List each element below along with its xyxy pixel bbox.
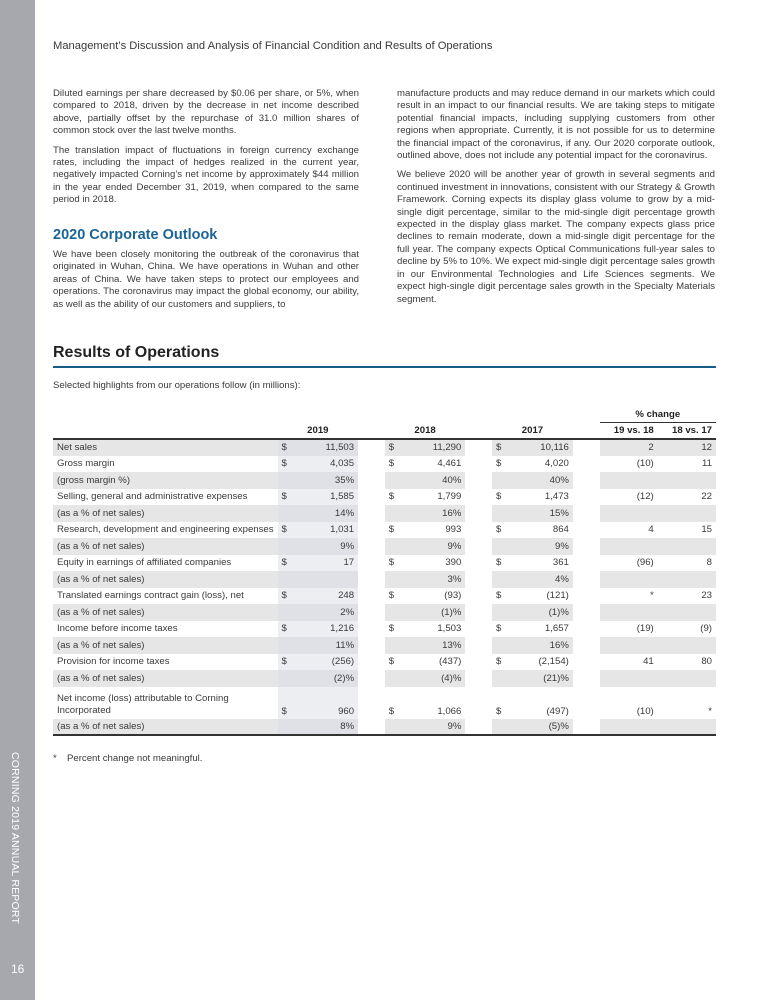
table-row <box>53 522 716 539</box>
change-19vs18: (19) <box>636 623 654 635</box>
results-table <box>53 406 716 736</box>
value-2017: 1,657 <box>544 623 569 635</box>
change-19vs18: (10) <box>636 458 654 470</box>
col-header-19vs18: 19 vs. 18 <box>600 423 658 440</box>
table-row <box>53 555 716 572</box>
value-2018: 1,503 <box>437 623 462 635</box>
value-2018: (1)% <box>404 604 466 621</box>
change-19vs18: 4 <box>648 524 654 536</box>
change-19vs18 <box>600 604 658 621</box>
page-number: 16 <box>11 962 25 976</box>
value-2017: 40% <box>511 472 573 489</box>
currency-2018: $ <box>388 705 395 717</box>
value-2019: 1,585 <box>297 489 359 506</box>
paragraph: Diluted earnings per share decreased by $0.06 per share, or 5%, when compared to 2018, driven by the decrease in net income described above, partially offset by the repurchase of 31.0 million shares of common stock over the last twelve months. <box>53 88 359 137</box>
value-2019: 960 <box>297 687 359 719</box>
value-2017: 15% <box>511 505 573 522</box>
value-2019: 11% <box>297 637 359 654</box>
footnote-text: Percent change not meaningful. <box>67 753 203 764</box>
value-2019: 14% <box>297 505 359 522</box>
table-row <box>53 456 716 473</box>
value-2019: 1,216 <box>297 621 359 638</box>
value-2017: (121) <box>546 590 569 602</box>
currency-2017: $ <box>496 458 502 470</box>
currency-2017: $ <box>496 590 502 602</box>
value-2019: (256) <box>297 654 359 671</box>
table-row <box>53 719 716 736</box>
table-row <box>53 621 716 638</box>
value-2018: 11,290 <box>404 439 466 456</box>
currency-2017: $ <box>496 656 502 668</box>
currency-2017 <box>492 571 511 588</box>
row-label: (as a % of net sales) <box>53 505 278 522</box>
change-18vs17 <box>658 719 716 736</box>
value-2017: 4,020 <box>544 458 569 470</box>
table-row <box>53 538 716 555</box>
change-18vs17: 8 <box>706 557 712 569</box>
paragraph: manufacture products and may reduce demand in our markets which could result in an impact to our financial results. We are taking steps to mitigate potential financial impacts, including supplying customers from other regions when appropriate. Currently, it is not possible for us to determine the financial impact of the coronavirus, if any. Our 2020 corporate outlook, outlined above, does not include any potential impact for the coronavirus. <box>397 88 715 162</box>
row-label: Selling, general and administrative expenses <box>57 491 248 503</box>
value-2019: 1,031 <box>297 522 359 539</box>
row-label: Equity in earnings of affiliated companies <box>57 557 232 569</box>
value-2019: 35% <box>297 472 359 489</box>
report-title: CORNING 2019 ANNUAL REPORT <box>9 752 21 925</box>
row-label: (as a % of net sales) <box>53 637 278 654</box>
left-column <box>53 88 359 318</box>
value-2019: (2)% <box>297 670 359 687</box>
value-2017: (21)% <box>511 670 573 687</box>
value-2018: 13% <box>404 637 466 654</box>
paragraph: We believe 2020 will be another year of growth in several segments and continued investment in innovations, consistent with our Strategy & Growth Framework. Corning expects its display glass volume to grow by a mid-single digit percentage, similar to the mid-single digit percentage growth expected in the display glass market. The company expects glass price declines to remain moderate, down a mid-single digit percentage for the full year. The company expects Optical Communications full-year sales to decline by 5% to 10%. We expect mid-single digit percentage sales growth in our Environmental Technologies and Life Sciences segments. We expect high-single digit percentage sales growth in the Specialty Materials segment. <box>397 169 715 305</box>
currency-2019 <box>278 538 297 555</box>
value-2019: 17 <box>297 555 359 572</box>
value-2018: (437) <box>438 656 462 668</box>
currency-2019 <box>278 670 297 687</box>
right-column <box>397 88 715 313</box>
value-2019: 8% <box>297 719 359 736</box>
change-18vs17 <box>658 505 716 522</box>
change-18vs17 <box>658 571 716 588</box>
row-label: (as a % of net sales) <box>53 571 278 588</box>
change-19vs18 <box>600 571 658 588</box>
sidebar <box>0 0 35 1000</box>
col-header-2018: 2018 <box>385 423 466 440</box>
value-2018: 4,461 <box>437 458 462 470</box>
value-2018: (93) <box>444 590 462 602</box>
currency-2018 <box>385 472 404 489</box>
row-label: (as a % of net sales) <box>53 604 278 621</box>
change-18vs17 <box>658 637 716 654</box>
currency-2019: $ <box>278 654 297 671</box>
currency-2017 <box>492 637 511 654</box>
currency-2018: $ <box>385 439 404 456</box>
change-19vs18: 41 <box>643 656 654 668</box>
currency-2019: $ <box>278 439 297 456</box>
value-2017: 10,116 <box>511 439 573 456</box>
value-2017: (5)% <box>511 719 573 736</box>
table-row <box>53 588 716 605</box>
value-2017: 9% <box>511 538 573 555</box>
change-18vs17 <box>658 670 716 687</box>
currency-2017 <box>492 604 511 621</box>
currency-2018 <box>385 719 404 736</box>
value-2018: 9% <box>404 719 466 736</box>
paragraph: We have been closely monitoring the outbreak of the coronavirus that originated in Wuhan, China. We have operations in Wuhan and other areas of China. We have taken steps to protect our employees and operations. The coronavirus may impact the global economy, our ability, as well as the ability of our customers and suppliers, to <box>53 249 359 310</box>
change-18vs17 <box>658 604 716 621</box>
table-row <box>53 604 716 621</box>
table-row <box>53 439 716 456</box>
change-18vs17: 12 <box>658 439 716 456</box>
currency-2017 <box>492 472 511 489</box>
change-19vs18: (10) <box>636 705 654 717</box>
currency-2019: $ <box>278 687 297 719</box>
currency-2018: $ <box>388 623 395 635</box>
currency-2019: $ <box>278 588 297 605</box>
currency-2019: $ <box>278 621 297 638</box>
table-row <box>53 670 716 687</box>
footnote-marker: * <box>53 753 57 764</box>
value-2018: 3% <box>404 571 466 588</box>
currency-2017: $ <box>496 524 502 536</box>
currency-2018 <box>385 538 404 555</box>
currency-2018: $ <box>388 524 395 536</box>
currency-2017: $ <box>496 491 502 503</box>
value-2018: 40% <box>404 472 466 489</box>
currency-2019: $ <box>278 456 297 473</box>
value-2018: 9% <box>404 538 466 555</box>
table-row <box>53 489 716 506</box>
row-label: Gross margin <box>57 458 115 470</box>
currency-2017: $ <box>496 623 502 635</box>
paragraph: The translation impact of fluctuations in foreign currency exchange rates, including the impact of hedges realized in the current year, negatively impacted Corning’s net income by approximately $44 million in the year ended December 31, 2019, when compared to the same period in 2018. <box>53 144 359 206</box>
value-2017: 1,473 <box>544 491 569 503</box>
value-2019: 2% <box>297 604 359 621</box>
value-2019: 9% <box>297 538 359 555</box>
value-2017: 864 <box>552 524 569 536</box>
currency-2019: $ <box>278 522 297 539</box>
table-row <box>53 472 716 489</box>
change-19vs18 <box>600 538 658 555</box>
currency-2018 <box>385 604 404 621</box>
table-row <box>53 637 716 654</box>
change-18vs17 <box>658 472 716 489</box>
change-18vs17: 80 <box>701 656 712 668</box>
value-2018: 1,799 <box>437 491 462 503</box>
currency-2018: $ <box>388 458 395 470</box>
currency-2018 <box>385 505 404 522</box>
currency-2018 <box>385 637 404 654</box>
value-2017: 361 <box>552 557 569 569</box>
section-heading-results: Results of Operations <box>53 344 220 361</box>
currency-2017: $ <box>496 557 502 569</box>
currency-2019 <box>278 505 297 522</box>
row-label: Provision for income taxes <box>57 656 170 668</box>
currency-2019: $ <box>278 489 297 506</box>
change-19vs18 <box>600 719 658 736</box>
table-intro: Selected highlights from our operations follow (in millions): <box>53 380 301 391</box>
currency-2017 <box>492 719 511 736</box>
change-19vs18 <box>600 670 658 687</box>
change-19vs18: (96) <box>636 557 654 569</box>
currency-2017 <box>492 538 511 555</box>
footnote <box>53 753 202 764</box>
currency-2018 <box>385 571 404 588</box>
running-header: Management’s Discussion and Analysis of Financial Condition and Results of Operations <box>53 40 493 52</box>
change-18vs17 <box>658 538 716 555</box>
value-2017: 4% <box>511 571 573 588</box>
currency-2018 <box>385 670 404 687</box>
col-header-2019: 2019 <box>278 423 359 440</box>
change-18vs17: 11 <box>702 458 712 470</box>
change-19vs18 <box>600 505 658 522</box>
value-2017: 16% <box>511 637 573 654</box>
row-label: Research, development and engineering expenses <box>57 524 274 536</box>
change-18vs17: 15 <box>701 524 712 536</box>
value-2018: 993 <box>445 524 462 536</box>
currency-2019 <box>278 637 297 654</box>
currency-2018: $ <box>388 656 395 668</box>
change-19vs18: (12) <box>636 491 654 503</box>
row-label: Translated earnings contract gain (loss), net <box>57 590 244 602</box>
change-18vs17: 23 <box>701 590 712 602</box>
col-header-2017: 2017 <box>492 423 573 440</box>
currency-2018: $ <box>388 590 395 602</box>
row-label: (as a % of net sales) <box>53 670 278 687</box>
value-2019: 248 <box>297 588 359 605</box>
currency-2017 <box>492 670 511 687</box>
row-label: (as a % of net sales) <box>53 538 278 555</box>
row-label: Income before income taxes <box>57 623 178 635</box>
value-2019 <box>297 571 359 588</box>
value-2017: (2,154) <box>538 656 569 668</box>
change-18vs17: (9) <box>700 623 712 635</box>
currency-2019 <box>278 604 297 621</box>
value-2019: 4,035 <box>297 456 359 473</box>
currency-2019 <box>278 719 297 736</box>
table-row <box>53 687 716 719</box>
currency-2019 <box>278 571 297 588</box>
value-2018: 390 <box>445 557 462 569</box>
value-2017: (1)% <box>511 604 573 621</box>
currency-2019 <box>278 472 297 489</box>
change-19vs18 <box>600 637 658 654</box>
change-19vs18 <box>600 472 658 489</box>
section-heading-outlook: 2020 Corporate Outlook <box>53 226 218 243</box>
pct-change-header: % change <box>600 406 716 423</box>
currency-2017: $ <box>496 705 502 717</box>
change-18vs17: 22 <box>701 491 712 503</box>
currency-2017: $ <box>492 439 511 456</box>
change-19vs18: * <box>650 590 654 602</box>
row-label: Net sales <box>53 439 278 456</box>
currency-2018: $ <box>388 557 395 569</box>
results-table-body <box>53 439 716 735</box>
table-row <box>53 571 716 588</box>
row-label: Net income (loss) attributable to Corning Incorporated <box>57 692 229 716</box>
currency-2018: $ <box>388 491 395 503</box>
currency-2017 <box>492 505 511 522</box>
currency-2019: $ <box>278 555 297 572</box>
col-header-18vs17: 18 vs. 17 <box>658 423 716 440</box>
table-row <box>53 654 716 671</box>
row-label: (as a % of net sales) <box>53 719 278 736</box>
table-row <box>53 505 716 522</box>
value-2019: 11,503 <box>297 439 359 456</box>
change-18vs17: * <box>708 705 712 717</box>
row-label: (gross margin %) <box>53 472 278 489</box>
heading-divider <box>53 366 716 368</box>
value-2018: 1,066 <box>437 705 462 717</box>
value-2018: (4)% <box>404 670 466 687</box>
change-19vs18: 2 <box>600 439 658 456</box>
value-2018: 16% <box>404 505 466 522</box>
value-2017: (497) <box>546 705 569 717</box>
